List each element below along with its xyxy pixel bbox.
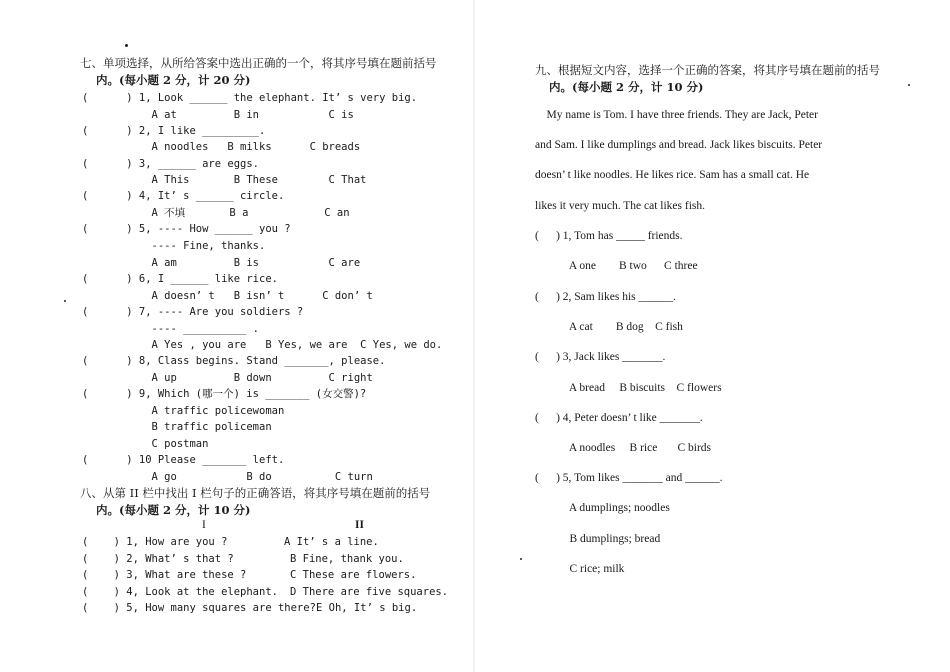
options-7-7: A Yes , you are B Yes, we are C Yes, we do. bbox=[82, 339, 443, 351]
section8-header-line2: 内。(每小题 2 分，计 10 分) bbox=[96, 503, 251, 517]
section7-header-line1: 七、单项选择，从所给答案中选出正确的一个，将其序号填在题前括号 bbox=[80, 56, 437, 70]
scan-speck bbox=[64, 300, 66, 302]
question-7-5-reply: ---- Fine, thanks. bbox=[82, 240, 266, 252]
question-7-6: ( ) 6, I ______ like rice. bbox=[82, 273, 278, 285]
reading-options-1: A one B two C three bbox=[535, 260, 698, 272]
match-question-5: ( ) 5, How many squares are there? bbox=[82, 602, 316, 614]
option-7-9-a: A traffic policewoman bbox=[82, 405, 285, 417]
match-answer-e: E Oh, It’ s big. bbox=[316, 602, 418, 614]
section9-header-line2: 内。(每小题 2 分，计 10 分) bbox=[549, 80, 704, 94]
column-2-heading: II bbox=[355, 519, 364, 531]
reading-question-4: ( ) 4, Peter doesn’ t like _______. bbox=[535, 412, 703, 424]
section7-header-line2: 内。(每小题 2 分，计 20 分) bbox=[96, 73, 251, 87]
match-answer-d: D There are five squares. bbox=[290, 586, 449, 598]
passage-line-2: and Sam. I like dumplings and bread. Jack likes biscuits. Peter bbox=[535, 139, 823, 151]
reading-option-5-b: B dumplings; bread bbox=[535, 533, 661, 545]
section9-header-line1: 九、根据短文内容，选择一个正确的答案，将其序号填在题前的括号 bbox=[535, 63, 880, 77]
question-7-5: ( ) 5, ---- How ______ you ? bbox=[82, 223, 291, 235]
passage-line-1: My name is Tom. I have three friends. They are Jack, Peter bbox=[535, 109, 818, 121]
options-7-1: A at B in C is bbox=[82, 109, 354, 121]
page-fold bbox=[473, 0, 475, 672]
question-7-10: ( ) 10 Please _______ left. bbox=[82, 454, 285, 466]
option-7-9-c: C postman bbox=[82, 438, 209, 450]
match-question-3: ( ) 3, What are these ? bbox=[82, 569, 247, 581]
match-question-4: ( ) 4, Look at the elephant. bbox=[82, 586, 278, 598]
options-7-8: A up B down C right bbox=[82, 372, 373, 384]
reading-question-3: ( ) 3, Jack likes _______. bbox=[535, 351, 666, 363]
reading-option-5-a: A dumplings; noodles bbox=[535, 502, 670, 514]
question-7-2: ( ) 2, I like _________. bbox=[82, 125, 266, 137]
left-page bbox=[0, 0, 470, 672]
match-answer-b: B Fine, thank you. bbox=[290, 553, 404, 565]
column-1-heading: I bbox=[202, 519, 206, 531]
section8-header-line1: 八、从第 II 栏中找出 I 栏句子的正确答语，将其序号填在题前的括号 bbox=[80, 486, 431, 500]
reading-options-2: A cat B dog C fish bbox=[535, 321, 683, 333]
options-7-3: A This B These C That bbox=[82, 174, 367, 186]
match-question-2: ( ) 2, What’ s that ? bbox=[82, 553, 234, 565]
match-answer-c: C These are flowers. bbox=[290, 569, 417, 581]
options-7-6: A doesn’ t B isn’ t C don’ t bbox=[82, 290, 373, 302]
passage-line-4: likes it very much. The cat likes fish. bbox=[535, 200, 706, 212]
reading-option-5-c: C rice; milk bbox=[535, 563, 625, 575]
options-7-2: A noodles B milks C breads bbox=[82, 141, 361, 153]
reading-question-2: ( ) 2, Sam likes his ______. bbox=[535, 291, 676, 303]
options-7-10: A go B do C turn bbox=[82, 471, 373, 483]
question-7-9: ( ) 9, Which (哪一个) is _______ (女交警)? bbox=[82, 388, 367, 400]
options-7-5: A am B is C are bbox=[82, 257, 361, 269]
question-7-1: ( ) 1, Look ______ the elephant. It’ s very big. bbox=[82, 92, 418, 104]
scan-speck bbox=[125, 44, 128, 47]
scan-speck bbox=[520, 558, 522, 560]
right-page bbox=[478, 0, 950, 672]
question-7-7-reply: ---- __________ . bbox=[82, 323, 260, 335]
passage-line-3: doesn’ t like noodles. He likes rice. Sam has a small cat. He bbox=[535, 169, 810, 181]
question-7-3: ( ) 3, ______ are eggs. bbox=[82, 158, 260, 170]
match-answer-a: A It’ s a line. bbox=[284, 536, 379, 548]
question-7-8: ( ) 8, Class begins. Stand _______, please. bbox=[82, 355, 386, 367]
reading-question-5: ( ) 5, Tom likes _______ and ______. bbox=[535, 472, 723, 484]
question-7-4: ( ) 4, It’ s ______ circle. bbox=[82, 190, 285, 202]
option-7-9-b: B traffic policeman bbox=[82, 421, 272, 433]
reading-question-1: ( ) 1, Tom has _____ friends. bbox=[535, 230, 683, 242]
scan-speck bbox=[908, 84, 910, 86]
match-question-1: ( ) 1, How are you ? bbox=[82, 536, 228, 548]
question-7-7: ( ) 7, ---- Are you soldiers ? bbox=[82, 306, 304, 318]
options-7-4: A 不填 B a C an bbox=[82, 207, 350, 219]
reading-options-4: A noodles B rice C birds bbox=[535, 442, 712, 454]
reading-options-3: A bread B biscuits C flowers bbox=[535, 382, 722, 394]
